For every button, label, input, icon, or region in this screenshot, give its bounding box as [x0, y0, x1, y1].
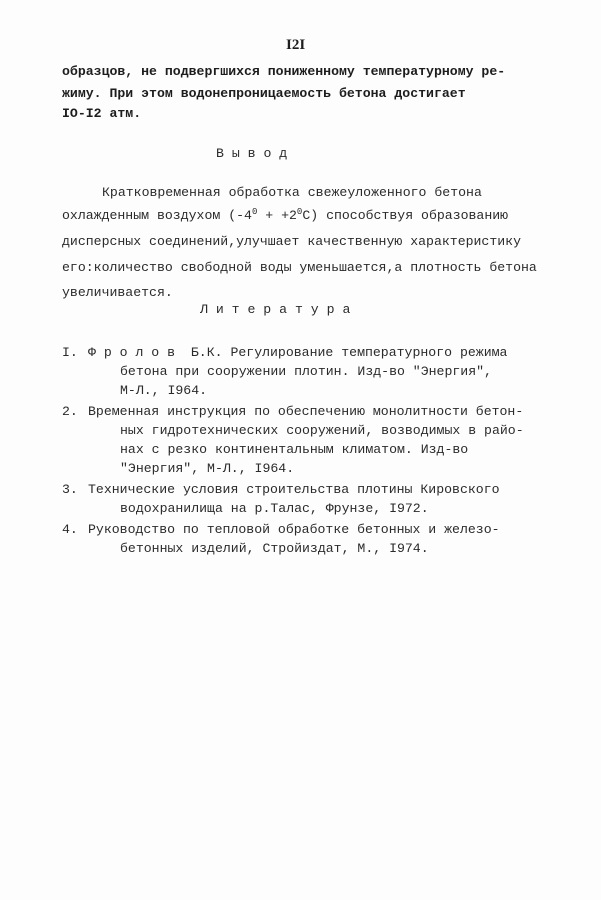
reference-3-line-2: водохранилища на р.Талас, Фрунзе, I972. — [120, 501, 429, 516]
reference-2-line-4: "Энергия", М-Л., I964. — [120, 461, 295, 476]
conclusion-line-3: дисперсных соединений,улучшает качественную характеристику — [62, 234, 521, 249]
intro-line-3: IO-I2 атм. — [62, 106, 142, 121]
reference-2-line-3: нах с резко континентальным климатом. Изд-во — [120, 442, 469, 457]
reference-3-line-1: Технические условия строительства плотины Кировского — [88, 482, 500, 497]
reference-2-number: 2. — [62, 404, 78, 419]
reference-2-line-2: ных гидротехнических сооружений, возводимых в райо- — [120, 423, 524, 438]
conclusion-line-2-part-3: С) способствуя образованию — [302, 208, 509, 223]
reference-4-number: 4. — [62, 522, 78, 537]
conclusion-line-1: Кратковременная обработка свежеуложенного бетона — [102, 185, 482, 200]
references-heading: Л и т е р а т у р а — [200, 302, 351, 317]
reference-2-line-1: Временная инструкция по обеспечению монолитности бетон- — [88, 404, 524, 419]
reference-4-line-2: бетонных изделий, Стройиздат, М., I974. — [120, 541, 429, 556]
intro-line-2: жиму. При этом водонепроницаемость бетона достигает — [62, 86, 466, 101]
reference-1-line-1: Ф р о л о в Б.К. Регулирование температурного режима — [88, 345, 508, 360]
reference-4-line-1: Руководство по тепловой обработке бетонных и железо- — [88, 522, 500, 537]
reference-1-number: I. — [62, 345, 78, 360]
degree-superscript: 0 — [296, 207, 303, 217]
conclusion-line-2 — [62, 208, 508, 224]
reference-1-line-2: бетона при сооружении плотин. Изд-во "Энергия", — [120, 364, 492, 379]
conclusion-line-4: его:количество свободной воды уменьшается,а плотность бетона — [62, 260, 537, 275]
conclusion-line-2-part-2: + +2 — [257, 208, 297, 223]
conclusion-line-5: увеличивается. — [62, 285, 173, 300]
reference-1-line-3: М-Л., I964. — [120, 383, 208, 398]
conclusion-heading: В ы в о д — [216, 146, 288, 161]
degree-superscript: 0 — [251, 207, 258, 217]
page-number: I2I — [286, 37, 306, 53]
conclusion-line-2-part-1: охлажденным воздухом (-4 — [62, 208, 252, 223]
reference-3-number: 3. — [62, 482, 78, 497]
intro-line-1: образцов, не подвергшихся пониженному температурному ре- — [62, 64, 506, 79]
